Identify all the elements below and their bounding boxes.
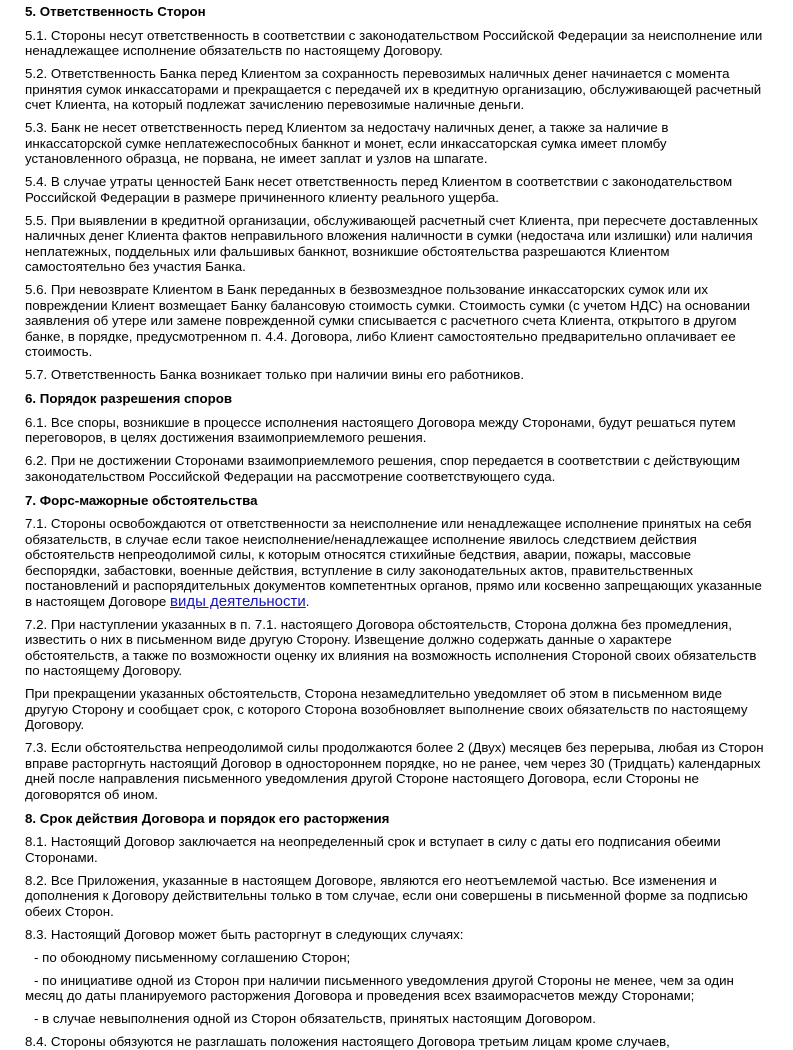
clause-5-6: 5.6. При невозврате Клиентом в Банк переданных в безвозмездное пользование инкассаторских сумок или их повреждении Клиент возмещает Банку балансовую стоимость сумки. Стоимость сумки (с учетом НДС) на основании заявления об утере или замене поврежденной сумки списывается с расчетного счета Клиента, открытого в другом банке, в порядке, предусмотренном п. 4.4. Договора, либо Клиент самостоятельно предварительно оплачивает ее стоимость. — [25, 282, 751, 359]
clause-5-3: 5.3. Банк не несет ответственность перед Клиентом за недостачу наличных денег, а также за наличие в инкассаторской сумке неплатежеспособных банкнот и монет, если инкассаторская сумка имеет пломбу установленного образца, не порвана, не имеет заплат и узлов на шпагате. — [25, 120, 669, 166]
termination-list-item-3: - в случае невыполнения одной из Сторон обязательств, принятых настоящим Договором. — [34, 1011, 596, 1026]
section-5-heading: 5. Ответственность Сторон — [25, 4, 206, 19]
clause-5-5: 5.5. При выявлении в кредитной организации, обслуживающей расчетный счет Клиента, при пересчете доставленных наличных денег Клиента фактов неправильного вложения наличности в сумки (недостача или излишки) или наличия неплатежных, поддельных или фальшивых банкнот, возникшие обстоятельства разрешаются Клиентом самостоятельно без участия Банка. — [25, 212, 758, 274]
termination-list-item-2: - по инициативе одной из Сторон при наличии письменного уведомления другой Стороны не менее, чем за один месяц до даты планируемого расторжения Договора и проведения всех взаиморасчетов между Сторонами; — [25, 972, 734, 1003]
clause-8-1: 8.1. Настоящий Договор заключается на неопределенный срок и вступает в силу с даты его подписания обеими Сторонами. — [25, 834, 721, 865]
section-6-heading: 6. Порядок разрешения споров — [25, 391, 232, 406]
clause-6-2: 6.2. При не достижении Сторонами взаимоприемлемого решения, спор передается в соответствии с действующим законодательством Российской Федерации на рассмотрение соответствующего суда. — [25, 453, 740, 484]
clause-5-4: 5.4. В случае утраты ценностей Банк несет ответственность перед Клиентом в соответствии с законодательством Российской Федерации в размере причиненного клиенту реального ущерба. — [25, 174, 733, 205]
clause-8-2: 8.2. Все Приложения, указанные в настоящем Договоре, являются его неотъемлемой частью. Все изменения и дополнения к Договору действительны только в том случае, если они совершены в письменной форме за подписью обеих Сторон. — [25, 872, 748, 919]
clause-5-7: 5.7. Ответственность Банка возникает только при наличии вины его работников. — [25, 367, 525, 382]
section-7-heading: 7. Форс-мажорные обстоятельства — [25, 492, 258, 508]
clause-7-2: 7.2. При наступлении указанных в п. 7.1. настоящего Договора обстоятельств, Сторона должна без промедления, известить о них в письменном виде другую Сторону. Извещение должно содержать данные о характере обстоятельств, а также по возможности оценку их влияния на возможность исполнения Стороной своих обязательств по настоящему Договору. — [25, 616, 757, 678]
clause-5-2: 5.2. Ответственность Банка перед Клиентом за сохранность перевозимых наличных денег начинается с момента принятия сумок инкассаторами и прекращается с передачей их в кредитную организацию, обслуживающей расчетный счет Клиента, на который подлежат зачислению перевозимые наличные деньги. — [25, 66, 762, 112]
termination-list-item-1: - по обоюдному письменному соглашению Сторон; — [34, 949, 351, 965]
clause-8-3: 8.3. Настоящий Договор может быть расторгнут в следующих случаях: — [25, 926, 464, 942]
clause-7-2-continuation: При прекращении указанных обстоятельств, Сторона незамедлительно уведомляет об этом в письменном виде другую Сторону и сообщает срок, с которого Сторона возобновляет выполнение своих обязательств по настоящему Договору. — [25, 686, 748, 732]
clause-7-1-text: 7.1. Стороны освобождаются от ответственности за неисполнение или ненадлежащее исполнение принятых на себя обязательств, в случае если такое неисполнение/ненадлежащее исполнение явилось следствием действия обстоятельств непреодолимой силы, к которым относятся стихийные бедствия, аварии, пожары, массовые беспорядки, забастовки, военные действия, вступление в силу законодательных актов, правительственных постановлений и распорядительных документов компетентных органов, прямо или косвенно запрещающих указанные в настоящем Договоре — [25, 516, 762, 609]
clause-7-1-period: . — [305, 593, 310, 609]
section-8-heading: 8. Срок действия Договора и порядок его расторжения — [25, 810, 390, 826]
clause-7-1 — [25, 516, 766, 609]
activity-types-link[interactable]: виды деятельности — [170, 592, 306, 610]
clause-5-1: 5.1. Стороны несут ответственность в соответствии с законодательством Российской Федерации за неисполнение или ненадлежащее исполнение обязательств по настоящему Договору. — [25, 27, 763, 58]
clause-8-4: 8.4. Стороны обязуются не разглашать положения настоящего Договора третьим лицам кроме случаев, — [25, 1034, 670, 1049]
clause-7-3: 7.3. Если обстоятельства непреодолимой силы продолжаются более 2 (Двух) месяцев без перерыва, любая из Сторон вправе расторгнуть настоящий Договор в одностороннем порядке, но не ранее, чем через 30 (Тридцать) календарных дней после направления письменного уведомления другой Стороне настоящего Договора, если Стороны не договорятся об ином. — [25, 740, 764, 802]
clause-6-1: 6.1. Все споры, возникшие в процессе исполнения настоящего Договора между Сторонами, будут решаться путем переговоров, в целях достижения взаимоприемлемого решения. — [25, 414, 736, 445]
